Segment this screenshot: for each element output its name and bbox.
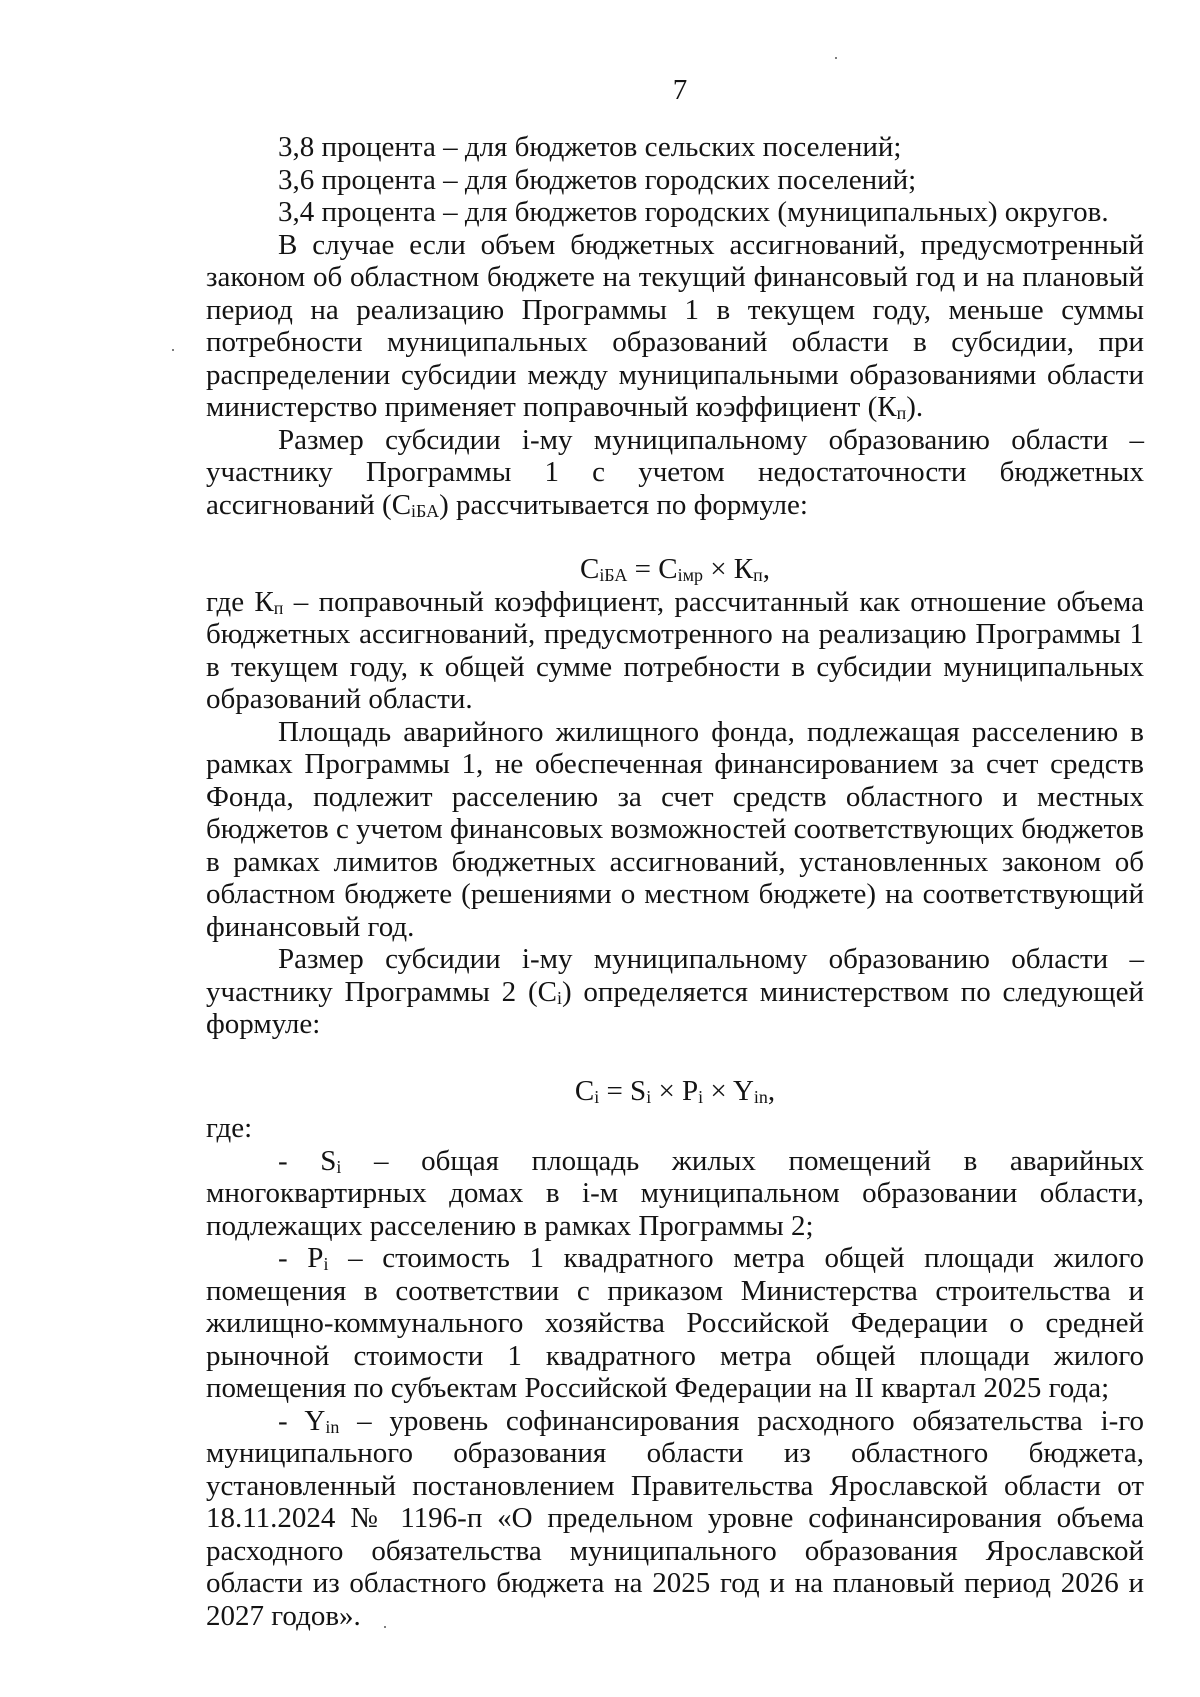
scan-speck — [835, 57, 837, 59]
paragraph-subsidy-size-program-2: Размер субсидии i-му муниципальному образованию области – участнику Программы 2 $(С_i)$ определяется министерством по следующей формуле: — [206, 943, 1144, 1040]
where-label: где: — [206, 1112, 253, 1144]
rate-urban-settlements: 3,6 процента – для бюджетов городских поселений; — [278, 163, 917, 196]
paragraph-insufficient-funds: В случае если объем бюджетных ассигнований, предусмотренный законом об областном бюджете на текущий финансовый год и на плановый период на реализацию Программы 1 в текущем году, меньше суммы потребности муниципальных образований области в субсидии, при распределении субсидии между муниципальными образованиями области министерство применяет поправочный коэффициент $(К_п)$. — [206, 228, 1144, 424]
scan-speck — [172, 349, 174, 351]
formula-subsidy-program-1: $С_{iБА} = С_{iмр} \times К_п$, — [579, 553, 771, 586]
item-total-area: - $S_i$ – общая площадь жилых помещений в аварийных многоквартирных домах в i-м муниципальном образовании области, подлежащих расселению в рамках Программы 2; — [206, 1144, 1144, 1242]
page-number: 7 — [672, 74, 688, 106]
item-cofinancing-level: - $Y_{in}$ – уровень софинансирования расходного обязательства i-го муниципального образования области из областного бюджета, установленный постановлением Правительства Ярославской области от 18.11.2024 № 1196-п «О предельном уровне софинансирования объема расходного обязательства муниципального образования Ярославской области из областного бюджета на 2025 год и на плановый период 2026 и 2027 годов». — [206, 1404, 1144, 1632]
item-square-meter-cost: - $P_i$ – стоимость 1 квадратного метра общей площади жилого помещения в соответствии с приказом Министерства строительства и жилищно-коммунального хозяйства Российской Федерации о средней рыночной стоимости 1 квадратного метра общей площади жилого помещения по субъектам Российской Федерации на II квартал 2025 года; — [206, 1242, 1144, 1404]
rate-urban-districts: 3,4 процента – для бюджетов городских (муниципальных) округов. — [278, 196, 1109, 228]
formula-subsidy-program-2: $С_i = S_i \times P_i \times Y_{in}$, — [574, 1074, 776, 1107]
paragraph-emergency-housing-area: Площадь аварийного жилищного фонда, подлежащая расселению в рамках Программы 1, не обеспеченная финансированием за счет средств Фонда, подлежит расселению за счет средств областного и местных бюджетов с учетом финансовых возможностей соответствующих бюджетов в рамках лимитов бюджетных ассигнований, установленных законом об областном бюджете (решениями о местном бюджете) на соответствующий финансовый год. — [206, 715, 1144, 943]
paragraph-subsidy-size-program-1: Размер субсидии i-му муниципальному образованию области – участнику Программы 1 с учетом недостаточности бюджетных ассигнований $(С_{iБА})$ рассчитывается по формуле: — [206, 423, 1144, 521]
document-body — [206, 131, 1144, 1632]
paragraph-correction-coefficient: где $К_п$ – поправочный коэффициент, рассчитанный как отношение объема бюджетных ассигнований, предусмотренного на реализацию Программы 1 в текущем году, к общей сумме потребности в субсидии муниципальных образований области. — [206, 585, 1145, 715]
rate-rural-settlements: 3,8 процента – для бюджетов сельских поселений; — [278, 131, 902, 163]
